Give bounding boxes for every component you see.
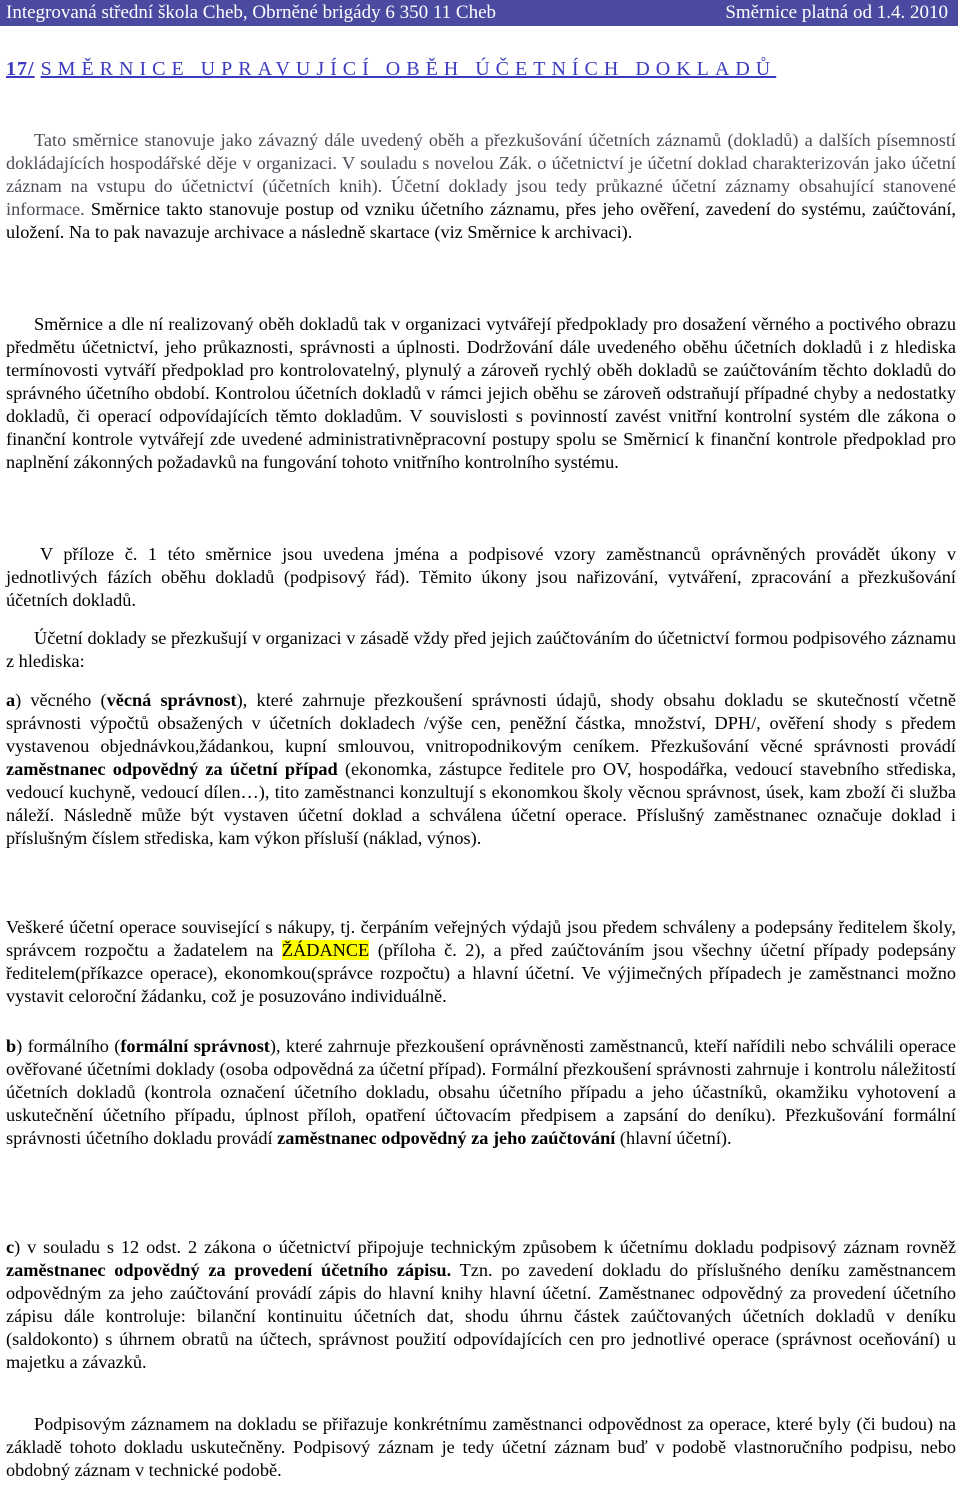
intro-text-part2: Směrnice takto stanovuje postup od vzniku účetního záznamu, přes jeho ověření, zavedení do systému, zaúčtování, uložení. Na to pak navazuje archivace a následně skartace (viz Směrnice k archivaci).	[6, 199, 956, 242]
header-school-name: Integrovaná střední škola Cheb, Obrněné brigády 6 350 11 Cheb	[6, 2, 497, 23]
pc-text2: Tzn. po zavedení dokladu do příslušného deníku zaměstnancem odpovědným za jeho zaúčtování provádí zápis do hlavní knihy hlavní účetní. Zaměstnanec odpovědný za provedení účetního zápisu dále kontroluje: bilanční kontinuitu účetních dat, shodu úhrnu částek zaúčtovaných účetních dokladů v deníku (saldokonto) s úhrnem obratů na účtech, správnost použití odpovídajících cen pro jednotlivé operace (správnost oceňování) u majetku a závazků.	[6, 1260, 957, 1372]
p5-text1: Veškeré účetní operace související s nákupy, tj. čerpáním veřejných výdajů jsou předem schváleny a podepsány ředitelem školy, správcem rozpočtu a žadatelem na	[6, 917, 956, 960]
zadanka-highlight: ŽÁDANCE	[281, 940, 370, 960]
intro-text-part1: Tato směrnice stanovuje jako závazný dále uvedený oběh a přezkušování účetních záznamů (dokladů) a dalších písemností dokládajících hospodářské děje v organizaci. V souladu s novelou Zák. o účetnictví je účetní doklad charakterizován jako účetní záznam na vstupu do účetnictví (účetních knih). Účetní doklady jsou tedy průkazné účetní záznamy obsahující stanovené informace.	[6, 130, 956, 219]
pb-bold1: formální správnost	[120, 1036, 270, 1056]
pa-bold1: věcná správnost	[106, 690, 237, 710]
pa-bold2: zaměstnanec odpovědný za účetní případ	[6, 759, 338, 779]
title-number: 17/	[6, 58, 35, 80]
paragraph-purpose: Směrnice a dle ní realizovaný oběh dokladů tak v organizaci vytvářejí předpoklady pro dosažení věrného a poctivého obrazu předmětu účetnictví, jeho průkaznosti, správnosti a úplnosti. Dodržování dále uvedeného oběhu účetních dokladů i z hlediska termínovosti vytváří předpoklad pro kontrolovatelný, plynulý a zároveň rychlý oběh dokladů se zaúčtováním těchto dokladů do správného účetního období. Kontrolou účetních dokladů v rámci jejich oběhu se zároveň odstraňují případné chyby a nedostatky dokladů, či operací odpovídajících těmto dokladům. V souvislosti s povinností zavést vnitřní kontrolní systém dle zákona o finanční kontrole vytvářejí zde uvedené administrativněpracovní postupy spolu se Směrnicí k finanční kontrole předpoklad pro naplnění zákonných požadavků na fungování tohoto vnitřního kontrolního systému.	[6, 314, 956, 472]
header-validity-date: Směrnice platná od 1.4. 2010	[725, 2, 948, 23]
pa-text3: (ekonomka, zástupce ředitele pro OV, hospodářka, vedoucí stavebního střediska, vedoucí kuchyně, vedoucí dílen…), tito zaměstnanci konzultují s ekonomkou školy věcnou správnost, úsek, kam zboží či služba náleží. Následně může být vystaven účetní doklad a schválena účetní operace. Příslušný zaměstnanec označuje doklad i příslušným číslem střediska, kam výkon přísluší (náklad, výnos).	[6, 759, 957, 848]
paragraph-b-formal-correctness	[6, 1035, 956, 1150]
pa-text2: ), které zahrnuje přezkoušení správnosti údajů, shody obsahu dokladu se skutečností včetně správnosti výpočtů obsažených v účetních dokladech /výše cen, peněžní částka, množství, DPH/, ověření shody s předem vystavenou objednávkou,žádankou, kupní smlouvou, vnitropodnikovým ceníkem. Přezkušování věcné správnosti provádí	[6, 690, 956, 756]
label-b: b	[6, 1036, 17, 1056]
page-header	[0, 0, 958, 26]
intro-paragraph	[6, 129, 956, 244]
pc-bold1: zaměstnanec odpovědný za provedení účetního zápisu.	[6, 1260, 452, 1280]
label-c: c	[6, 1237, 15, 1257]
paragraph-c-accounting-entry	[6, 1236, 956, 1374]
paragraph-review-intro: Účetní doklady se přezkušují v organizaci v zásadě vždy před jejich zaúčtováním do účetnictví formou podpisového záznamu z hlediska:	[6, 628, 956, 671]
paragraph-a-material-correctness	[6, 689, 956, 850]
pc-text1: ) v souladu s 12 odst. 2 zákona o účetnictví připojuje technickým způsobem k účetnímu dokladu podpisový záznam rovněž	[14, 1237, 956, 1257]
label-a: a	[6, 690, 16, 710]
pb-bold2: zaměstnanec odpovědný za jeho zaúčtování	[277, 1128, 616, 1148]
paragraph-purchases	[6, 916, 956, 1008]
paragraph-signature-record: Podpisovým záznamem na dokladu se přiřazuje konkrétnímu zaměstnanci odpovědnost za operace, které byly (či budou) na základě tohoto dokladu uskutečněny. Podpisový záznam je tedy účetní záznam buď v podobě vlastnoručního podpisu, nebo obdobný záznam v technické podobě.	[6, 1414, 956, 1480]
pb-text2: ), které zahrnuje přezkoušení oprávněnosti zaměstnanců, kteří nařídili nebo schválili operace ověřované účetními doklady (osoba odpovědná za účetní případ). Formální přezkoušení správnosti zahrnuje i kontrolu náležitostí účetních dokladů (kontrola označení účetního dokladu, obsahu účetního případu a jeho účastníků, okamžiku vyhotovení a uskutečnění účetního případu, úplnost příloh, opatření účtovacím předpisem a zapsání do deníku). Přezkušování formální správnosti účetního dokladu provádí	[6, 1036, 957, 1148]
pb-text1: ) formálního (	[16, 1036, 121, 1056]
document-title	[6, 58, 776, 81]
pb-text3: (hlavní účetní).	[615, 1128, 732, 1148]
title-text: SMĚRNICE UPRAVUJÍCÍ OBĚH ÚČETNÍCH DOKLADŮ	[40, 58, 777, 80]
p5-text2: (příloha č. 2), a před zaúčtováním jsou všechny účetní případy podepsány ředitelem(příkazce operace), ekonomkou(správce rozpočtu) a hlavní účetní. Ve výjimečných případech je zaměstnanci možno vystavit celoroční žádanku, což je posuzováno individuálně.	[6, 940, 956, 1006]
paragraph-appendix: V příloze č. 1 této směrnice jsou uvedena jména a podpisové vzory zaměstnanců oprávněných provádět úkony v jednotlivých fázích oběhu dokladů (podpisový řád). Těmito úkony jsou nařizování, vytváření, zpracování a přezkušování účetních dokladů.	[6, 544, 956, 610]
pa-text1: ) věcného (	[15, 690, 107, 710]
